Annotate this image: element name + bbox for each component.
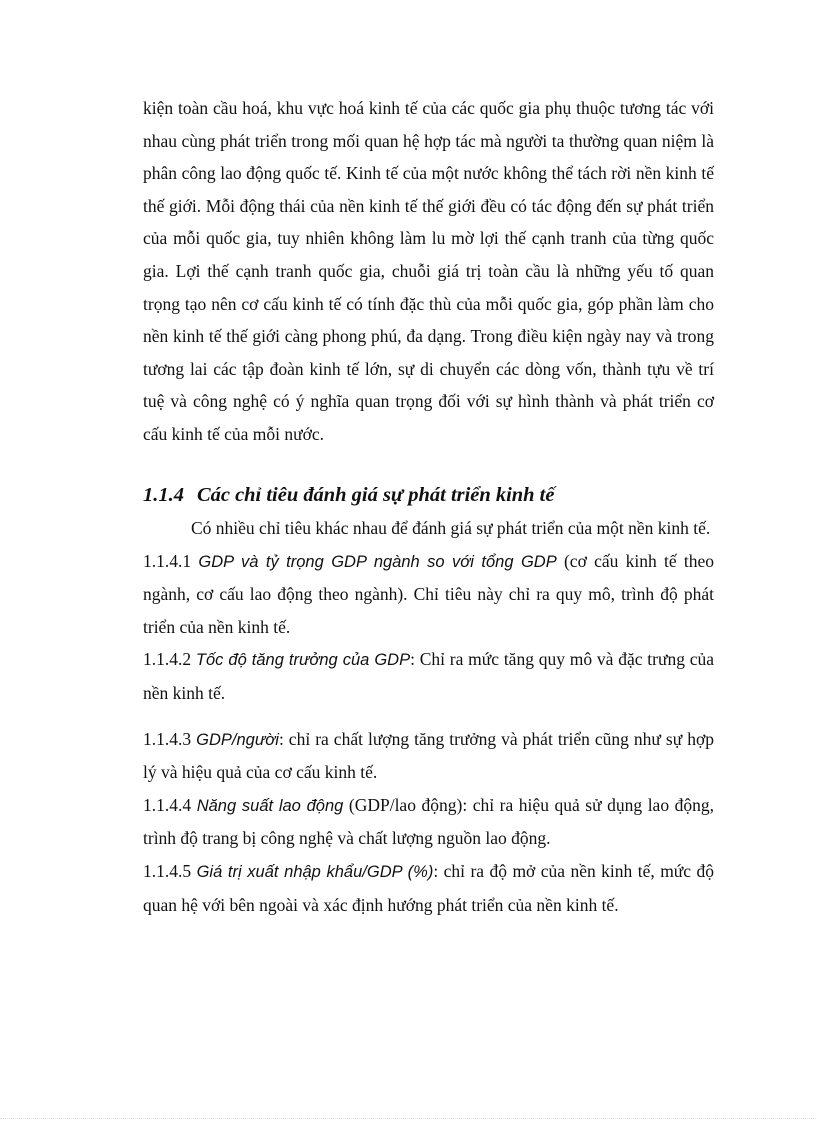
indicator-title: GDP/người: [196, 730, 279, 749]
section-intro-paragraph: Có nhiều chỉ tiêu khác nhau để đánh giá sự phát triển của một nền kinh tế.: [191, 518, 711, 538]
intro-paragraph: kiện toàn cầu hoá, khu vực hoá kinh tế của các quốc gia phụ thuộc tương tác với nhau cùng phát triển trong mối quan hệ hợp tác mà người ta thường quan niệm là phân công lao động quốc tế. Kinh tế của một nước không thể tách rời nền kinh tế thế giới. Mỗi động thái của nền kinh tế thế giới đều có tác động đến sự phát triển của mỗi quốc gia, tuy nhiên không làm lu mờ lợi thế cạnh tranh của từng quốc gia. Lợi thế cạnh tranh quốc gia, chuỗi giá trị toàn cầu là những yếu tố quan trọng tạo nên cơ cấu kinh tế có tính đặc thù của mỗi quốc gia, góp phần làm cho nền kinh tế thế giới càng phong phú, đa dạng. Trong điều kiện ngày nay và trong tương lai các tập đoàn kinh tế lớn, sự di chuyển các dòng vốn, thành tựu về trí tuệ và công nghệ có ý nghĩa quan trọng đối với sự hình thành và phát triển cơ cấu kinh tế của mỗi nước.: [143, 98, 714, 444]
section-title: Các chỉ tiêu đánh giá sự phát triển kinh tế: [197, 484, 555, 506]
indicator-item: [143, 723, 714, 789]
indicator-number: 1.1.4.2: [143, 649, 192, 670]
indicator-text: (cơ cấu kinh tế theo ngành, cơ cấu lao động theo ngành). Chỉ tiêu này chỉ ra quy mô, trình độ phát triển của nền kinh tế.: [143, 550, 714, 637]
indicator-item: [143, 545, 714, 644]
indicator-number: 1.1.4.4: [143, 794, 192, 815]
intro-section: [143, 92, 714, 451]
indicator-item: [143, 643, 714, 709]
section-heading: [143, 480, 714, 510]
indicators-section: [143, 512, 714, 921]
section-number: 1.1.4: [143, 484, 184, 506]
indicator-number: 1.1.4.1: [143, 550, 192, 571]
indicator-title: Năng suất lao động: [196, 796, 344, 815]
indicator-text: : chỉ ra chất lượng tăng trưởng và phát triển cũng như sự hợp lý và hiệu quả của cơ cấu kinh tế.: [143, 728, 714, 783]
indicator-text: (GDP/lao động): chỉ ra hiệu quả sử dụng lao động, trình độ trang bị công nghệ và chất lượng nguồn lao động.: [143, 794, 714, 849]
indicator-item: [143, 855, 714, 921]
indicator-text: : chỉ ra độ mở của nền kinh tế, mức độ quan hệ với bên ngoài và xác định hướng phát triển của nền kinh tế.: [143, 860, 714, 915]
indicator-number: 1.1.4.5: [143, 860, 192, 881]
indicator-item: [143, 789, 714, 855]
page-bottom-divider: [0, 1118, 816, 1119]
indicator-text: : Chỉ ra mức tăng quy mô và đặc trưng của nền kinh tế.: [143, 649, 715, 703]
indicator-title: Giá trị xuất nhập khẩu/GDP (%): [196, 862, 434, 881]
indicator-title: Tốc độ tăng trưởng của GDP: [195, 651, 411, 670]
indicator-title: GDP và tỷ trọng GDP ngành so với tổng GDP: [198, 552, 557, 571]
indicator-number: 1.1.4.3: [143, 728, 192, 749]
